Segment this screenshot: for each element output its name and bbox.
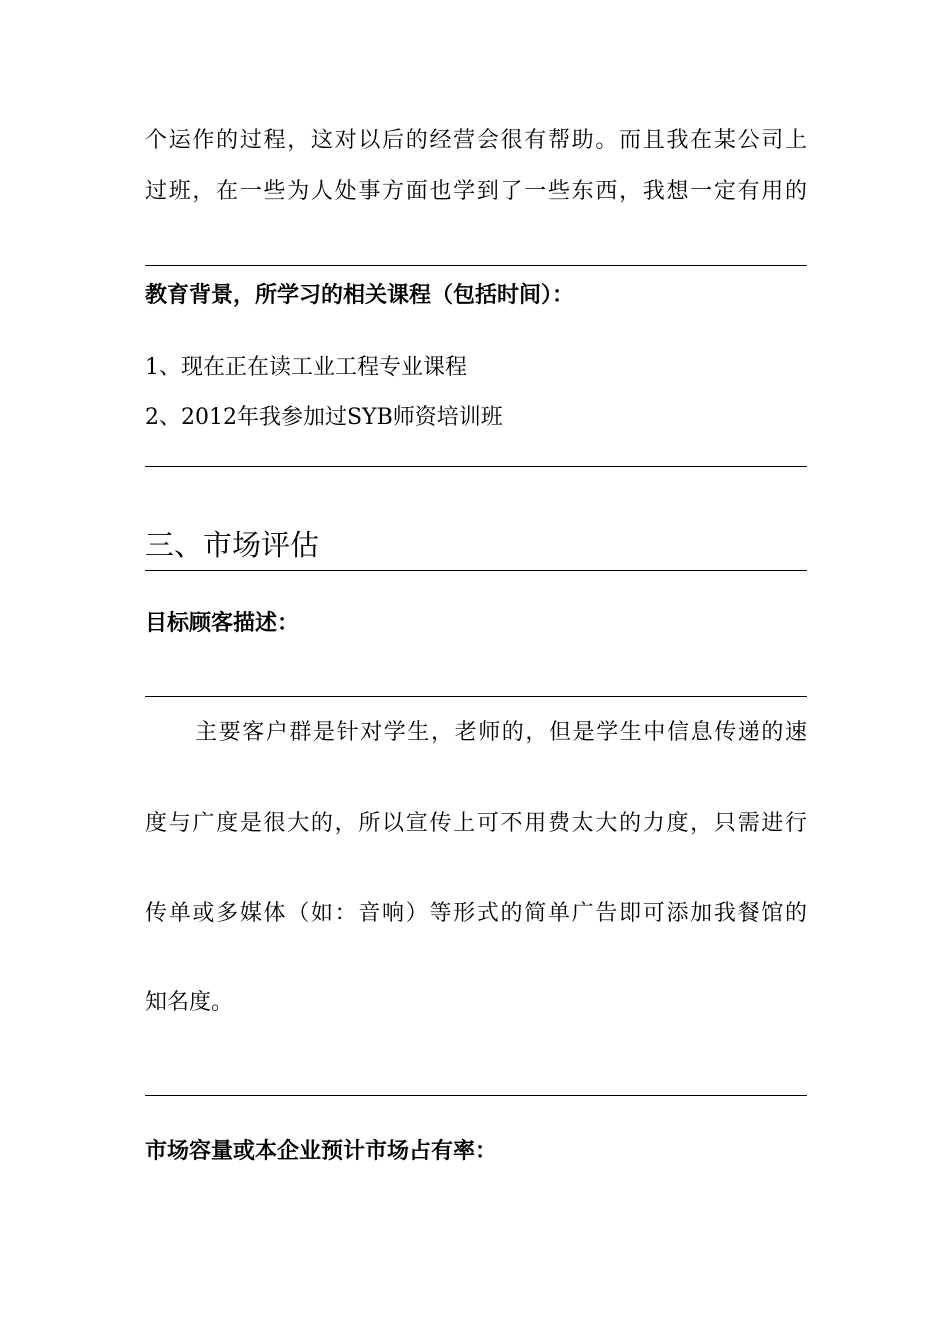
- education-item-2: 2、2012年我参加过SYB师资培训班: [145, 405, 503, 430]
- section-rule: [145, 1095, 807, 1096]
- intro-line-1: 个运作的过程，这对以后的经营会很有帮助。而且我在某公司上: [145, 128, 807, 153]
- section-rule: [145, 265, 807, 266]
- education-label: 教育背景，所学习的相关课程（包括时间）：: [145, 283, 575, 308]
- section-heading: 三、市场评估: [145, 528, 320, 562]
- target-customers-line-2: 度与广度是很大的，所以宣传上可不用费太大的力度，只需进行: [145, 811, 807, 836]
- target-customers-line-1: 主要客户群是针对学生，老师的，但是学生中信息传递的速: [195, 720, 807, 745]
- section-rule: [145, 466, 807, 467]
- market-share-label: 市场容量或本企业预计市场占有率：: [145, 1139, 498, 1164]
- target-customers-label: 目标顾客描述：: [145, 611, 300, 636]
- section-rule: [145, 570, 807, 571]
- target-customers-line-3: 传单或多媒体（如：音响）等形式的简单广告即可添加我餐馆的: [145, 901, 807, 926]
- intro-line-2: 过班，在一些为人处事方面也学到了一些东西，我想一定有用的: [145, 179, 807, 204]
- education-item-1: 1、现在正在读工业工程专业课程: [145, 355, 467, 380]
- target-customers-line-4: 知名度。: [145, 990, 234, 1015]
- section-rule: [145, 696, 807, 697]
